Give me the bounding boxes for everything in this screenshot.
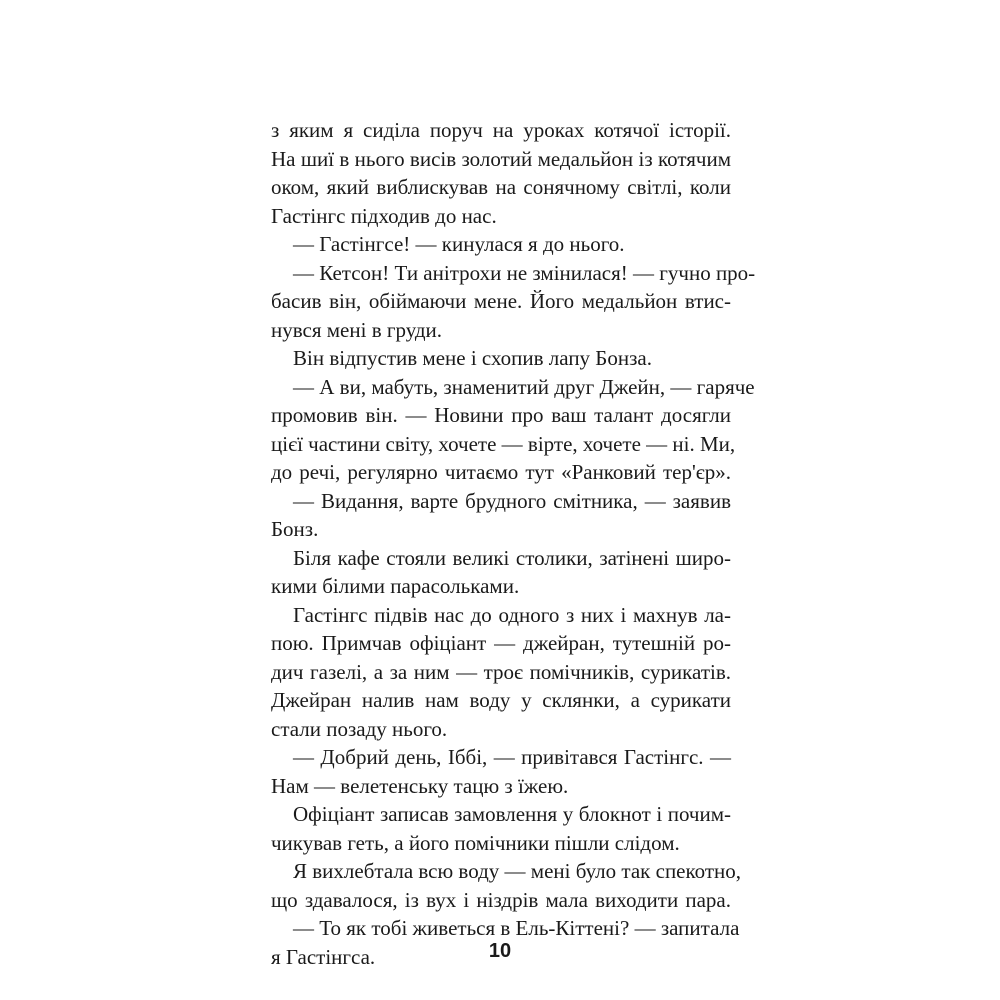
text-line: Гастінгс підходив до нас. [271, 203, 497, 228]
text-line: я Гастінгса. [271, 944, 376, 969]
text-line: — Видання, варте брудного смітника, — заявив [293, 488, 731, 513]
text-line: оком, який виблискував на сонячному світлі, коли [271, 175, 731, 199]
text-line: цієї частини світу, хочете — вірте, хочете — ні. Ми, [271, 431, 736, 456]
text-line: басив він, обіймаючи мене. Його медальйон втис- [271, 289, 731, 313]
text-line: що здавалося, із вух і ніздрів мала виходити пара. [271, 887, 731, 912]
text-line: Офіціант записав замовлення у блокнот і почим- [293, 802, 731, 826]
text-line: Я вихлебтала всю воду — мені було так спекотно, [293, 859, 742, 883]
text-line: чикував геть, а його помічники пішли слідом. [271, 830, 680, 855]
text-line: — Гастінгсе! — кинулася я до нього. [293, 232, 625, 256]
text-line: до речі, регулярно читаємо тут «Ранковий тер'єр». [271, 460, 731, 484]
text-line: нувся мені в груди. [271, 317, 443, 342]
text-line: дич газелі, а за ним — троє помічників, сурикатів. [271, 659, 731, 684]
text-line: — А ви, мабуть, знаменитий друг Джейн, — гаряче [293, 374, 755, 399]
text-line: Гастінгс підвів нас до одного з них і махнув ла- [293, 602, 731, 627]
body-text [271, 116, 756, 971]
text-line: — Кетсон! Ти анітрохи не змінилася! — гучно про- [293, 260, 756, 285]
page-number: 10 [488, 940, 512, 962]
text-line: Джейран налив нам воду у склянки, а сурикати [271, 688, 731, 712]
text-line: Біля кафе стояли великі столики, затінені широ- [293, 545, 731, 570]
text-line: стали позаду нього. [271, 716, 448, 741]
text-line: з яким я сиділа поруч на уроках котячої історії. [271, 118, 731, 142]
text-line: Нам — велетенську тацю з їжею. [271, 773, 569, 798]
text-line: Він відпустив мене і схопив лапу Бонза. [293, 346, 652, 370]
text-line: — То як тобі живеться в Ель-Кіттені? — запитала [293, 916, 740, 940]
text-line: промовив він. — Новини про ваш талант досягли [271, 403, 731, 427]
text-line: На шиї в нього висів золотий медальйон із котячим [271, 146, 731, 171]
text-line: — Добрий день, Іббі, — привітався Гастінгс. — [293, 745, 731, 769]
text-line: Бонз. [271, 517, 319, 541]
text-line: пою. Примчав офіціант — джейран, тутешній ро- [271, 631, 731, 655]
text-line: кими білими парасольками. [271, 574, 520, 598]
